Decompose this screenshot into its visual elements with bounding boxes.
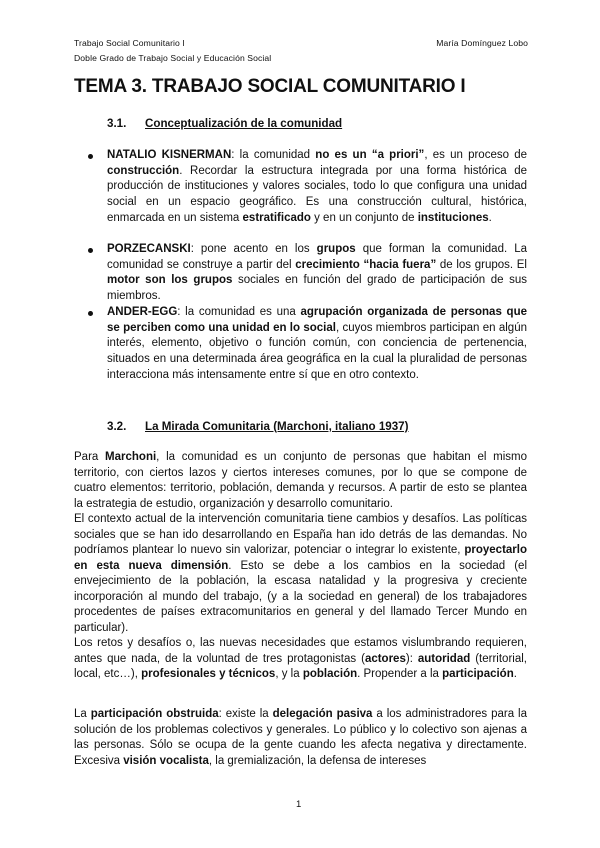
section-number: 3.1.	[107, 117, 127, 130]
header-course: Trabajo Social Comunitario I	[74, 38, 185, 48]
section-title: La Mirada Comunitaria (Marchoni, italiano 1937)	[145, 420, 409, 433]
paragraph-participation: La participación obstruida: existe la delegación pasiva a los administradores para la solución de los problemas colectivos y generales. Lo público y lo colectivo son ajenas a las personas. Sólo se ocupa de la gente cuando les afecta negativa y directamente. Excesiva visión vocalista, la gremialización, la defensa de intereses	[74, 708, 527, 767]
section-number: 3.2.	[107, 420, 127, 433]
paragraph-challenges: Los retos y desafíos o, las nuevas necesidades que estamos vislumbrando requieren, antes que nada, de la voluntad de tres protagonistas (actores): autoridad (territorial, local, etc…), profesionales y técnicos, y la población. Propender a la participación.	[74, 637, 527, 680]
bullet-icon	[88, 248, 93, 253]
bullet-kisnerman: NATALIO KISNERMAN: la comunidad no es un “a priori”, es un proceso de construcción. Recordar la estructura integrada por una forma histórica de producción de instituciones y valores sociales, todo lo que configura una unidad social en un espacio geográfico. Es una construcción cultural, histórica, enmarcada en un sistema estratificado y en un conjunto de instituciones.	[107, 148, 527, 227]
page-title: TEMA 3. TRABAJO SOCIAL COMUNITARIO I	[74, 76, 466, 97]
paragraph-marchoni: Para Marchoni, la comunidad es un conjunto de personas que habitan el mismo territorio, con ciertos lazos y ciertos intereses comunes, por lo que se compone de cuatro elementos: territorio, población, demanda y recursos. A partir de esto se plantea la estrategia de estudio, organización y desarrollo comunitario.	[74, 451, 527, 510]
bullet-ander-egg: ANDER-EGG: la comunidad es una agrupación organizada de personas que se perciben como una unidad en lo social, cuyos miembros participan en algún interés, elemento, objetivo o función común, con conciencia de pertenencia, situados en una determinada área geográfica en la cual la pluralidad de personas interacciona más intensamente entre sí que en otro contexto.	[107, 305, 527, 384]
bullet-icon	[88, 311, 93, 316]
page-number: 1	[296, 799, 302, 810]
bullet-icon	[88, 154, 93, 159]
header-author: María Domínguez Lobo	[436, 38, 528, 48]
bullet-porzecanski: PORZECANSKI: pone acento en los grupos que forman la comunidad. La comunidad se construye a partir del crecimiento “hacia fuera” de los grupos. El motor son los grupos sociales en función del grado de participación de sus miembros.	[107, 242, 527, 305]
header-degree: Doble Grado de Trabajo Social y Educación Social	[74, 53, 272, 63]
section-title: Conceptualización de la comunidad	[145, 117, 343, 130]
paragraph-context: El contexto actual de la intervención comunitaria tiene cambios y desafíos. Las políticas sociales que se han ido desarrollando en España han ido detrás de las demandas. No podríamos plantear lo nuevo sin valorizar, potenciar o integrar lo existente, proyectarlo en esta nueva dimensión. Esto se debe a los cambios en la sociedad (el envejecimiento de la población, la escasa natalidad y la progresiva y creciente incorporación al mundo del trabajo, (y a la sociedad en general) de los trabajadores procedentes de países extracomunitarios en general y del llamado Tercer Mundo en particular).	[74, 513, 527, 634]
